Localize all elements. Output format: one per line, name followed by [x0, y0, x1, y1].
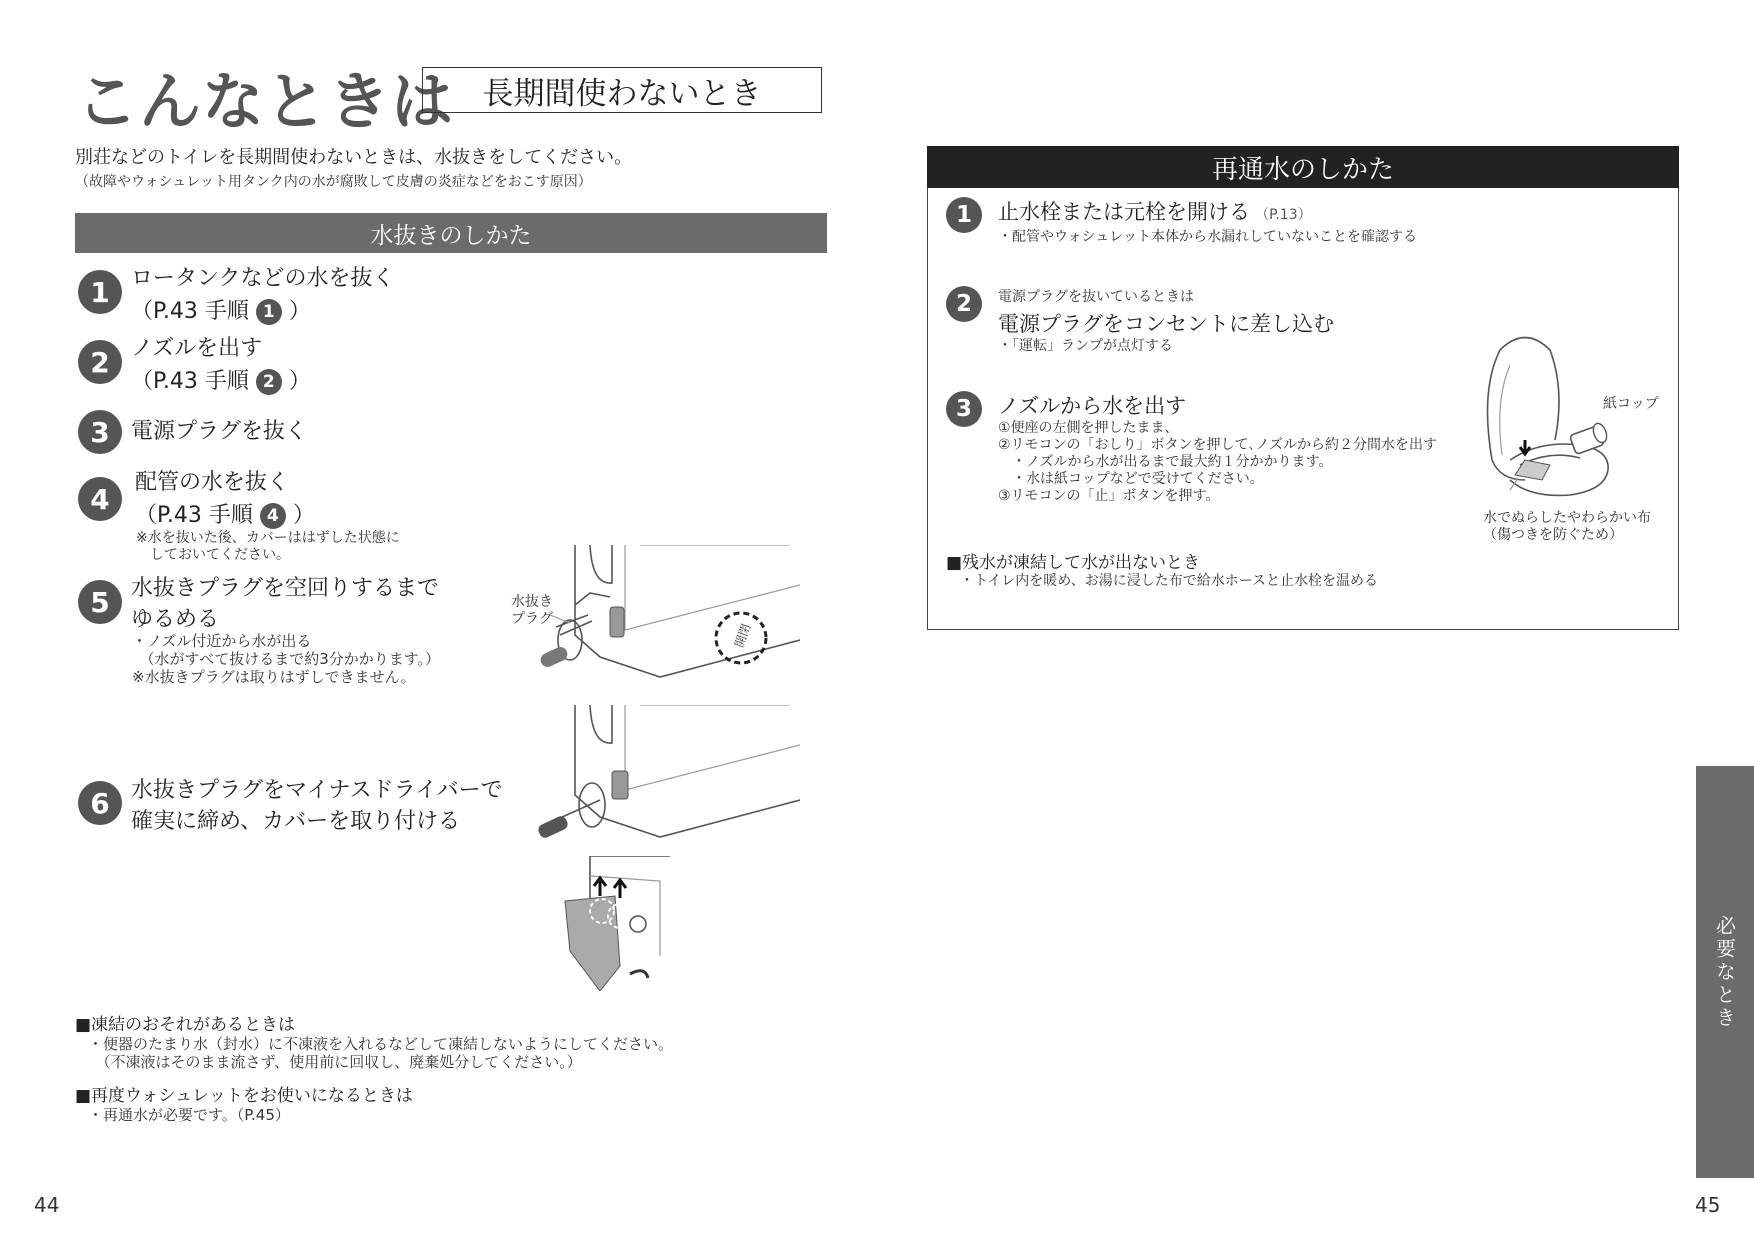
step-3-badge: 3 — [78, 410, 122, 454]
refill-step-1-badge: 1 — [946, 197, 982, 233]
frozen-note: ・トイレ内を暖め、お湯に浸した布で給水ホースと止水栓を温める — [960, 573, 1379, 589]
step-1-badge: 1 — [78, 270, 122, 314]
step-ref: （P.43 手順 1 ） — [131, 299, 311, 324]
paper-cup-label: 紙コップ — [1603, 396, 1659, 412]
step-ref: （P.43 手順 2 ） — [131, 369, 311, 394]
ref-badge: 2 — [256, 369, 282, 395]
page-subtitle: 長期間使わないとき — [422, 67, 822, 113]
step-title: ノズルを出す — [131, 336, 263, 361]
drain-step-6: 水抜きプラグをマイナスドライバーで 確実に締め、カバーを取り付ける — [131, 778, 503, 834]
drain-step-2 — [131, 332, 311, 398]
drain-plug-label: 水抜き プラグ — [511, 594, 553, 627]
drain-step-4 — [135, 466, 315, 532]
page-number-left: 44 — [34, 1193, 60, 1217]
refill-step-3-instructions: ①便座の左側を押したまま、 ②リモコンの「おしり」ボタンを押して､ノズルから約２分間水を出す ・ノズルから水が出るまで最大約１分かかります。 ・水は紙コップなどで受けてください。 ③リモコンの「止」ボタンを押す。 — [998, 420, 1437, 504]
step-5-badge: 5 — [78, 580, 122, 624]
drain-step-3: 電源プラグを抜く — [131, 419, 308, 444]
drain-plug-tighten-illustration — [530, 705, 800, 845]
freeze-notes: ・便器のたまり水（封水）に不凍液を入れるなどして凍結しないようにしてください。 （不凍液はそのまま流さず、使用前に回収し、廃棄処分してください。） — [88, 1035, 674, 1071]
frozen-heading: ■残水が凍結して水が出ないとき — [946, 553, 1201, 573]
cloth-label: 水でぬらしたやわらかい布 （傷つきを防ぐため） — [1483, 510, 1651, 543]
refill-step-2-badge: 2 — [946, 286, 982, 322]
side-tab: 必要なとき — [1696, 766, 1754, 1178]
page-title: こんなときは — [76, 65, 455, 138]
step-title: ロータンクなどの水を抜く — [131, 266, 395, 291]
toilet-paper-cup-illustration — [1480, 330, 1620, 510]
ref-badge: 4 — [260, 503, 286, 529]
refill-step-2-pre: 電源プラグを抜いているときは — [998, 289, 1194, 305]
reuse-note: ・再通水が必要です。（P.45） — [88, 1106, 290, 1124]
intro-note: （故障やウォシュレット用タンク内の水が腐敗して皮膚の炎症などをおこす原因） — [75, 174, 592, 190]
refill-step-3-badge: 3 — [946, 391, 982, 427]
step-4-badge: 4 — [78, 477, 122, 521]
refill-step-3-title: ノズルから水を出す — [998, 394, 1187, 418]
intro-text: 別荘などのトイレを長期間使わないときは、水抜きをしてください。 — [75, 147, 633, 168]
drain-step-4-note: ※水を抜いた後、カバーははずした状態に しておいてください。 — [136, 530, 400, 563]
refill-step-1-note: ・配管やウォシュレット本体から水漏れしていないことを確認する — [998, 229, 1418, 245]
ref-badge: 1 — [256, 299, 282, 325]
page-number-right: 45 — [1695, 1193, 1721, 1217]
drain-step-1 — [131, 262, 395, 328]
drain-step-5-note: ・ノズル付近から水が出る （水がすべて抜けるまで約3分かかります。） ※水抜きプラグは取りはずしできません。 — [132, 632, 441, 686]
drain-section-header: 水抜きのしかた — [75, 213, 827, 253]
drain-step-5: 水抜きプラグを空回りするまで ゆるめる — [131, 576, 440, 632]
step-title: 配管の水を抜く — [135, 470, 290, 495]
refill-section-header: 再通水のしかた — [927, 146, 1679, 188]
refill-step-2-title: 電源プラグをコンセントに差し込む — [998, 312, 1334, 336]
freeze-heading: ■凍結のおそれがあるときは — [75, 1015, 296, 1035]
step-2-badge: 2 — [78, 340, 122, 384]
cover-attach-illustration — [560, 856, 670, 991]
step-6-badge: 6 — [78, 781, 122, 825]
refill-step-2-note: ・「運転」ランプが点灯する — [998, 338, 1173, 354]
step-ref: （P.43 手順 4 ） — [135, 503, 315, 528]
svg-text:開閉: 開閉 — [731, 621, 754, 650]
drain-plug-loosen-illustration — [530, 545, 800, 685]
reuse-heading: ■再度ウォシュレットをお使いになるときは — [75, 1086, 413, 1106]
refill-step-1: 止水栓または元栓を開ける （P.13） — [998, 200, 1312, 224]
